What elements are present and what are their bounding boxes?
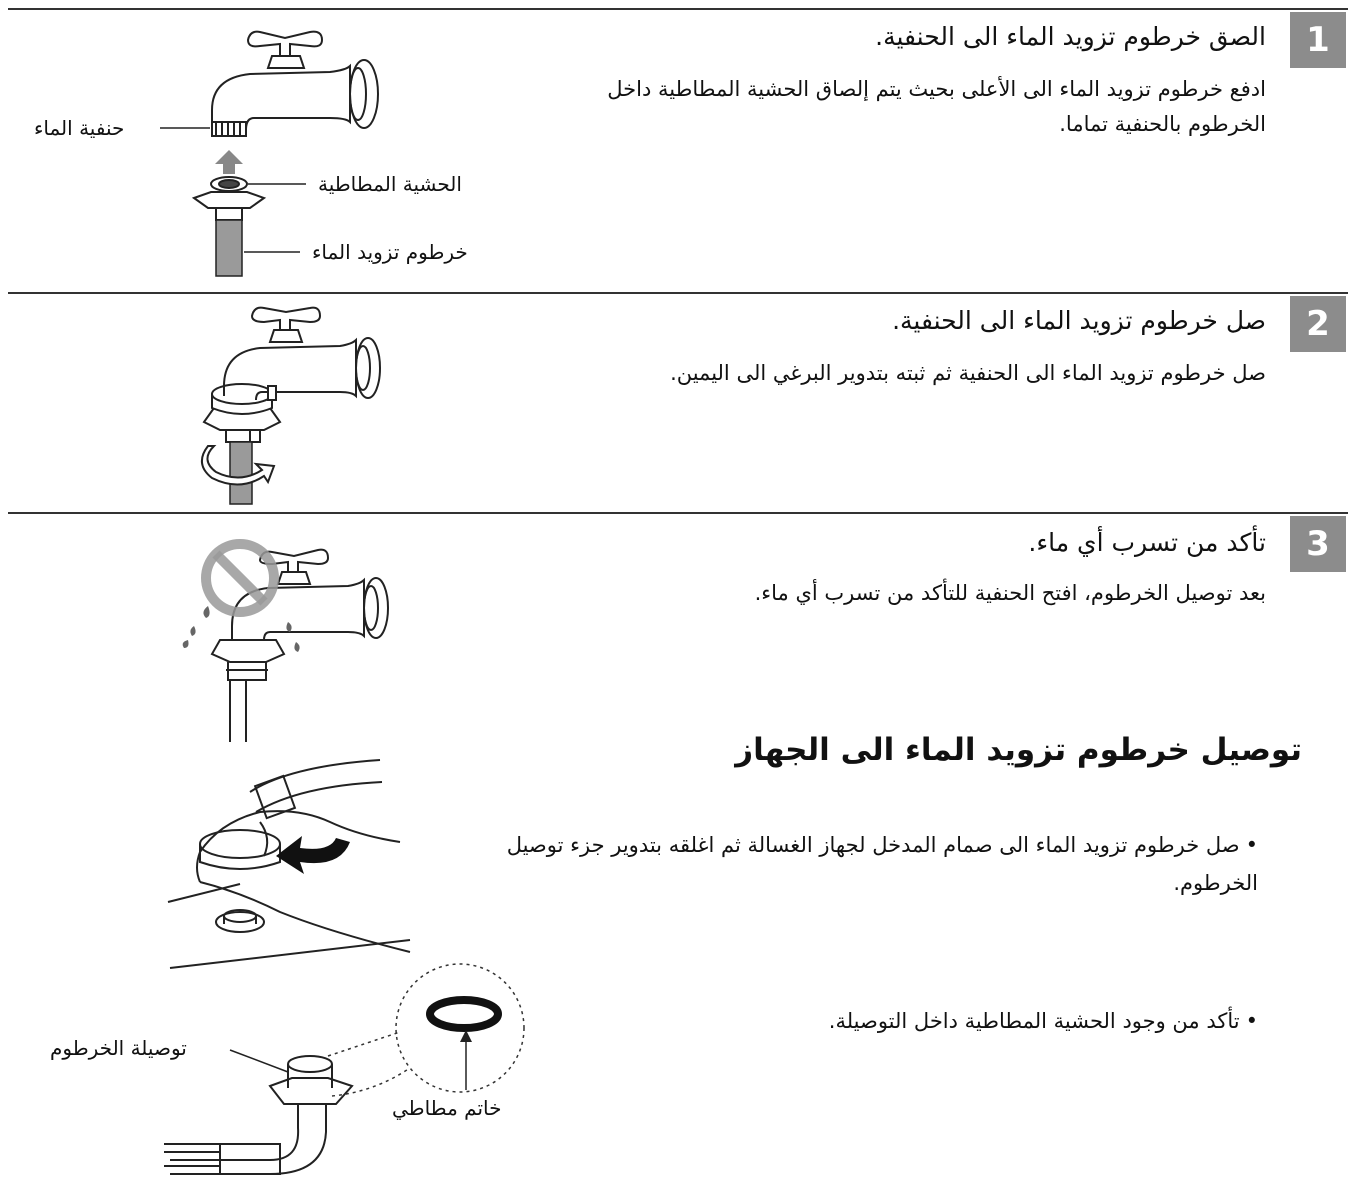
instruction-bullet xyxy=(498,1002,1258,1040)
step-title: الصق خرطوم تزويد الماء الى الحنفية. xyxy=(875,22,1266,51)
faucet-tighten-illustration xyxy=(190,300,400,510)
rubber-ring-label: خاتم مطاطي xyxy=(392,1096,502,1120)
step-number-badge: 1 xyxy=(1290,12,1346,68)
hose-connector-illustration xyxy=(160,960,550,1175)
bullet-text: صل خرطوم تزويد الماء الى صمام المدخل لجهاز الغسالة ثم اغلقه بتدوير جزء توصيل الخرطوم. xyxy=(506,833,1258,895)
step-description: صل خرطوم تزويد الماء الى الحنفية ثم ثبته بتدوير البرغي الى اليمين. xyxy=(670,361,1266,385)
step-description: بعد توصيل الخرطوم، افتح الحنفية للتأكد من تسرب أي ماء. xyxy=(754,581,1266,605)
bullet-mark: • xyxy=(1245,833,1258,857)
step-number-badge: 2 xyxy=(1290,296,1346,352)
divider-top xyxy=(8,8,1348,10)
divider-step-2 xyxy=(8,292,1348,294)
section-heading: توصيل خرطوم تزويد الماء الى الجهاز xyxy=(735,732,1302,768)
bullet-mark: • xyxy=(1245,1009,1258,1033)
hose-connector-label: توصيلة الخرطوم xyxy=(50,1036,187,1060)
step-title: صل خرطوم تزويد الماء الى الحنفية. xyxy=(892,306,1266,335)
hand-tightening-illustration xyxy=(160,752,430,972)
step-number-badge: 3 xyxy=(1290,516,1346,572)
step-description: ادفع خرطوم تزويد الماء الى الأعلى بحيث يتم إلصاق الحشية المطاطية داخل الخرطوم بالحنفية تماما. xyxy=(607,77,1266,136)
gasket-label: الحشية المطاطية xyxy=(318,172,462,196)
faucet-label: حنفية الماء xyxy=(34,116,125,140)
step-title: تأكد من تسرب أي ماء. xyxy=(1028,528,1266,557)
leak-check-illustration xyxy=(170,530,410,745)
divider-step-3 xyxy=(8,512,1348,514)
bullet-text: تأكد من وجود الحشية المطاطية داخل التوصيلة. xyxy=(828,1009,1240,1033)
instruction-bullet xyxy=(498,826,1258,902)
hose-label: خرطوم تزويد الماء xyxy=(312,240,468,264)
